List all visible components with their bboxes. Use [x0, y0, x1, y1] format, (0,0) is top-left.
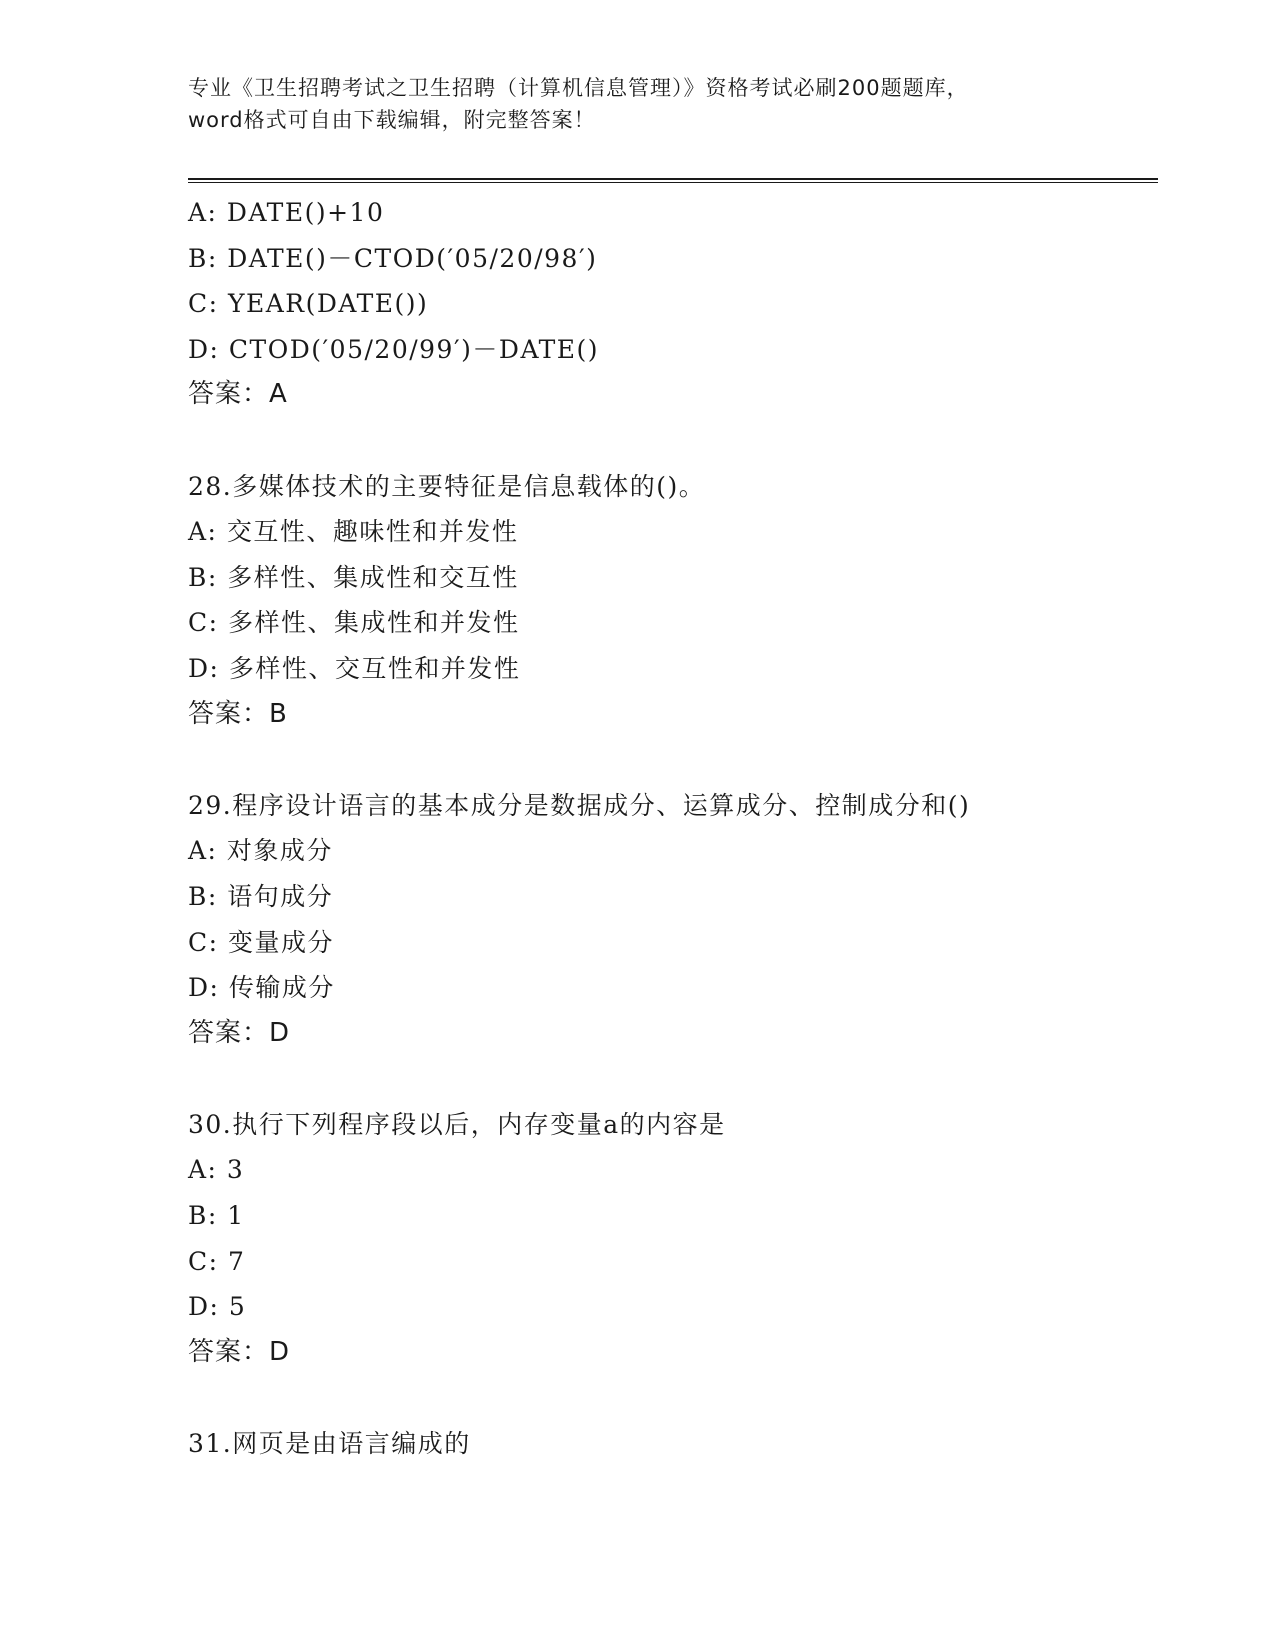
- question-text: 30.执行下列程序段以后，内存变量a的内容是: [188, 1109, 726, 1139]
- option-d: D: 多样性、交互性和并发性: [188, 653, 521, 683]
- answer-line: 答案：B: [188, 698, 288, 729]
- answer-line: 答案：D: [188, 1336, 291, 1367]
- answer-line: 答案：A: [188, 379, 288, 410]
- question-block: [188, 190, 1158, 418]
- question-list: [188, 190, 1158, 1467]
- header-line-2: word格式可自由下载编辑，附完整答案！: [188, 108, 596, 132]
- option-a: A: 3: [188, 1155, 245, 1185]
- option-a: A: 对象成分: [188, 836, 333, 866]
- option-c: C: YEAR(DATE()): [188, 289, 429, 319]
- option-b: B: 多样性、集成性和交互性: [188, 562, 519, 592]
- option-c: C: 7: [188, 1246, 246, 1276]
- question-block: [188, 783, 1158, 1057]
- option-c: C: 变量成分: [188, 927, 334, 957]
- option-d: D: CTOD(′05/20/99′)－DATE(): [188, 334, 600, 364]
- header-line-1: 专业《卫生招聘考试之卫生招聘（计算机信息管理）》资格考试必刷200题题库，: [188, 76, 969, 100]
- option-d: D: 传输成分: [188, 973, 335, 1003]
- question-block: [188, 1421, 1158, 1467]
- option-b: B: 语句成分: [188, 881, 334, 911]
- option-a: A: 交互性、趣味性和并发性: [188, 517, 519, 547]
- answer-line: 答案：D: [188, 1017, 291, 1048]
- option-c: C: 多样性、集成性和并发性: [188, 608, 520, 638]
- question-block: [188, 1102, 1158, 1376]
- option-b: B: DATE()－CTOD(′05/20/98′): [188, 243, 598, 273]
- question-text: 29.程序设计语言的基本成分是数据成分、运算成分、控制成分和(): [188, 790, 971, 820]
- question-text: 31.网页是由语言编成的: [188, 1429, 471, 1459]
- document-header: [188, 72, 1088, 136]
- header-divider: [188, 178, 1158, 183]
- question-text: 28.多媒体技术的主要特征是信息载体的()。: [188, 471, 706, 501]
- question-block: [188, 464, 1158, 738]
- option-a: A: DATE()+10: [188, 198, 385, 227]
- option-d: D: 5: [188, 1292, 247, 1322]
- option-b: B: 1: [188, 1201, 245, 1231]
